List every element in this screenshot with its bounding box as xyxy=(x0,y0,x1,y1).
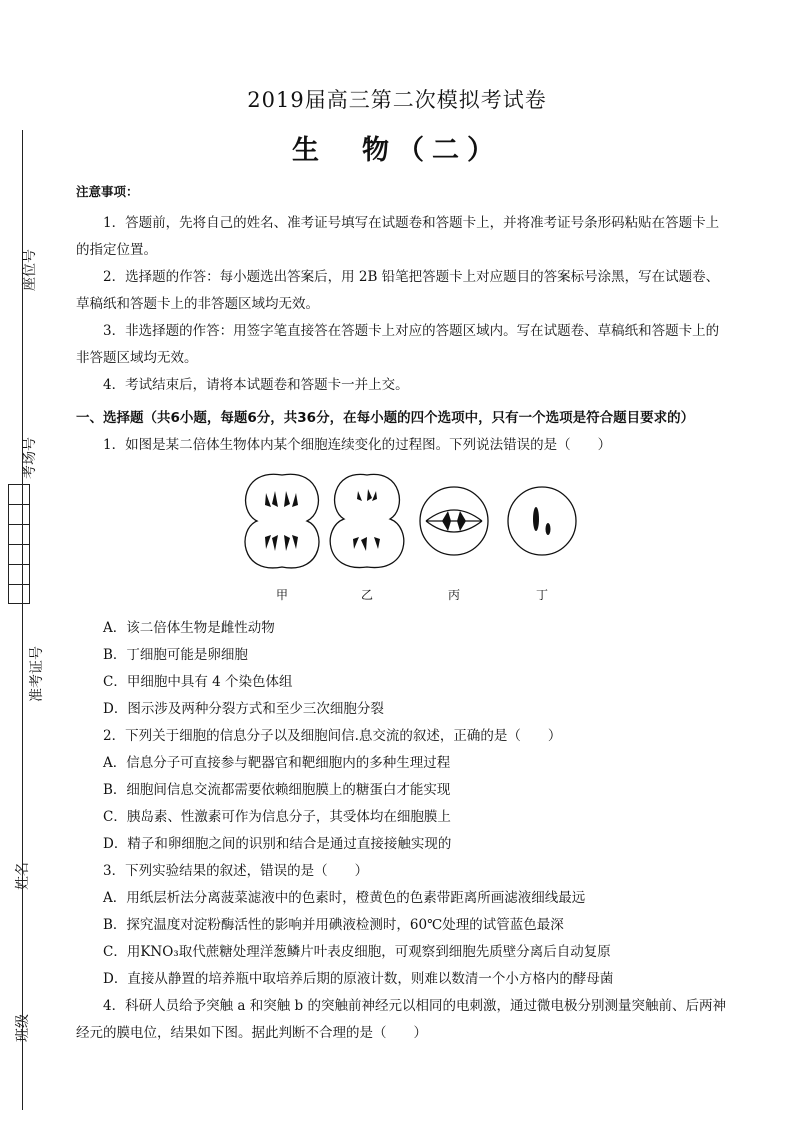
option: D．精子和卵细胞之间的识别和结合是通过直接接触实现的 xyxy=(103,836,452,852)
cell-diagram xyxy=(242,463,642,613)
subject-title: 生 物（二） xyxy=(292,135,502,166)
option: C．甲细胞中具有 4 个染色体组 xyxy=(103,674,293,690)
option: C．胰岛素、性激素可作为信息分子，其受体均在细胞膜上 xyxy=(103,809,451,825)
option: C．用KNO₃取代蔗糖处理洋葱鳞片叶表皮细胞，可观察到细胞先质壁分离后自动复原 xyxy=(103,944,611,960)
notice-item: 3．非选择题的作答：用签字笔直接答在答题卡上对应的答题区域内。写在试题卷、草稿纸和答题卡上的非答题区域均无效。 xyxy=(76,323,720,366)
admission-number-label: 准考证号 xyxy=(29,646,45,702)
option: A．该二倍体生物是雌性动物 xyxy=(103,620,275,636)
notice-item: 4．考试结束后，请将本试题卷和答题卡一并上交。 xyxy=(103,377,409,393)
option: A．用纸层析法分离菠菜滤液中的色素时，橙黄色的色素带距离所画滤液细线最远 xyxy=(103,890,586,906)
exam-room-label: 考场号 xyxy=(22,437,38,479)
class-label: 班级 xyxy=(15,1014,31,1042)
option: B．探究温度对淀粉酶活性的影响并用碘液检测时，60℃处理的试管蓝色最深 xyxy=(103,917,564,933)
cell-division-figure xyxy=(76,463,726,613)
name-label: 姓名 xyxy=(15,862,31,890)
notice-item: 2．选择题的作答：每小题选出答案后，用 2B 铅笔把答题卡上对应题目的答案标号涂黑，写在试题卷、草稿纸和答题卡上的非答题区域均无效。 xyxy=(76,269,720,312)
exam-title: 2019届高三第二次模拟考试卷 xyxy=(247,88,547,112)
figure-label-bing: 丙 xyxy=(447,588,461,602)
question-stem: 1．如图是某二倍体生物体内某个细胞连续变化的过程图。下列说法错误的是（ ） xyxy=(103,437,612,453)
notice-item: 1．答题前，先将自己的姓名、准考证号填写在试题卷和答题卡上，并将准考证号条形码粘贴在答题卡上的指定位置。 xyxy=(76,215,720,258)
figure-label-jia: 甲 xyxy=(275,588,289,602)
question-stem: 4．科研人员给予突触 a 和突触 b 的突触前神经元以相同的电刺激，通过微电极分别测量突触前、后两神经元的膜电位，结果如下图。据此判断不合理的是（ ） xyxy=(76,998,726,1041)
figure-label-ding: 丁 xyxy=(535,588,549,602)
exam-content xyxy=(76,182,726,1047)
figure-label-yi: 乙 xyxy=(360,588,374,602)
exam-id-boxes xyxy=(8,484,30,604)
question-stem: 3．下列实验结果的叙述，错误的是（ ） xyxy=(103,863,369,879)
option: D．图示涉及两种分裂方式和至少三次细胞分裂 xyxy=(103,701,384,717)
option: B．细胞间信息交流都需要依赖细胞膜上的糖蛋白才能实现 xyxy=(103,782,451,798)
section-heading: 一、选择题（共6小题，每题6分，共36分，在每小题的四个选项中，只有一个选项是符合题目要求的） xyxy=(76,410,695,426)
option: A．信息分子可直接参与靶器官和靶细胞内的多种生理过程 xyxy=(103,755,451,771)
option: B．丁细胞可能是卵细胞 xyxy=(103,647,248,663)
seat-number-label: 座位号 xyxy=(22,249,38,291)
notice-heading: 注意事项： xyxy=(76,184,139,199)
question-stem: 2．下列关于细胞的信息分子以及细胞间信.息交流的叙述，正确的是（ ） xyxy=(103,728,562,744)
option: D．直接从静置的培养瓶中取培养后期的原液计数，则难以数清一个小方格内的酵母菌 xyxy=(103,971,614,987)
